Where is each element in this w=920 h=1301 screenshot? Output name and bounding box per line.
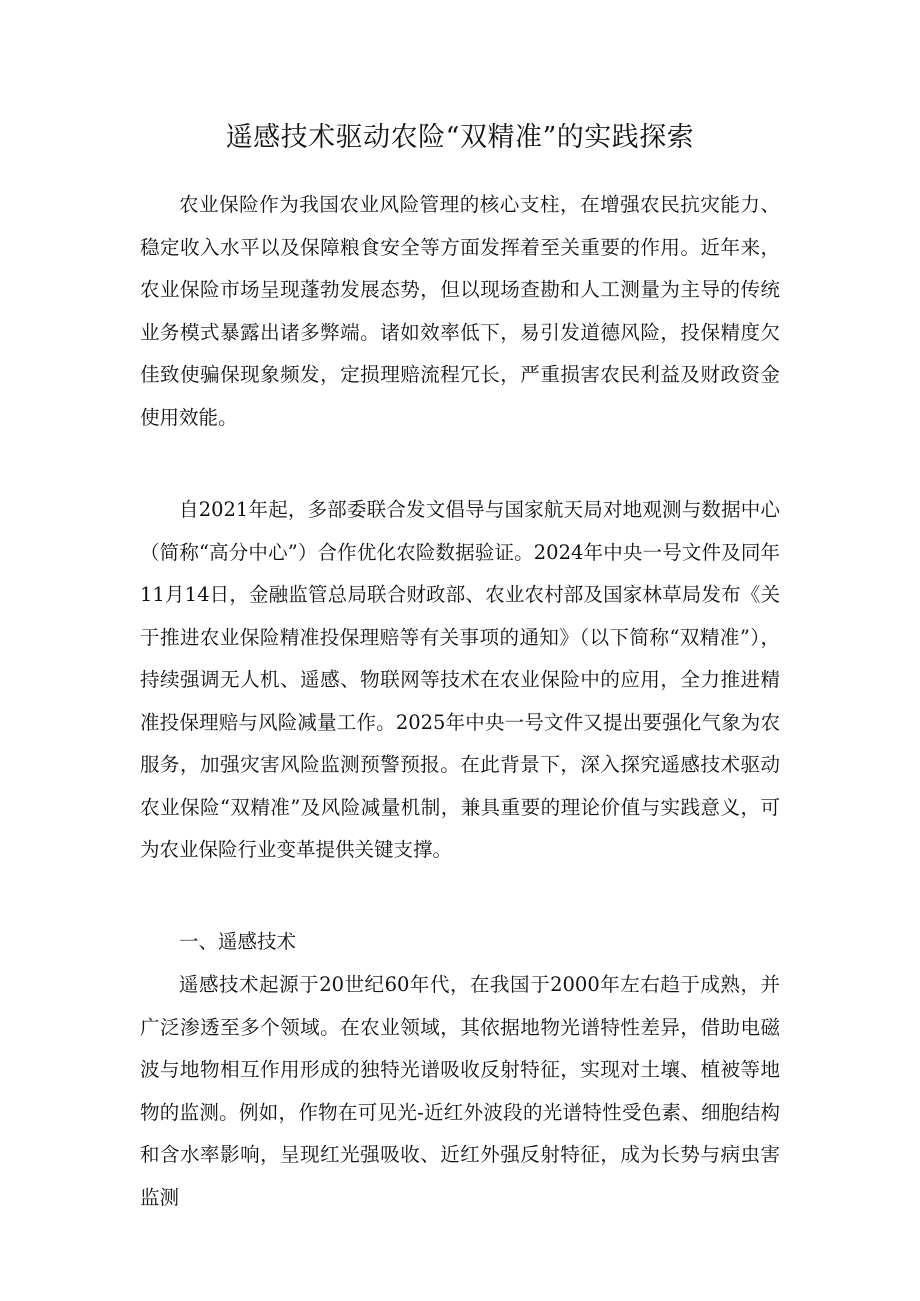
section-heading: 一、遥感技术 — [179, 930, 297, 953]
paragraph-intro: 农业保险作为我国农业风险管理的核心支柱，在增强农民抗灾能力、稳定收入水平以及保障粮食安全等方面发挥着至关重要的作用。近年来，农业保险市场呈现蓬勃发展态势，但以现场查勘和人工测量为主导的传统业务模式暴露出诸多弊端。诸如效率低下，易引发道德风险，投保精度欠佳致使骗保现象频发，定损理赔流程冗长，严重损害农民利益及财政资金使用效能。 — [140, 193, 780, 429]
document-title: 遥感技术驱动农险“双精准”的实践探索 — [225, 122, 695, 153]
paragraph-remote-sensing: 遥感技术起源于20世纪60年代，在我国于2000年左右趋于成熟，并广泛渗透至多个领域。在农业领域，其依据地物光谱特性差异，借助电磁波与地物相互作用形成的独特光谱吸收反射特征，实现对土壤、植被等地物的监测。例如，作物在可见光-近红外波段的光谱特性受色素、细胞结构和含水率影响，呈现红光强吸收、近红外强反射特征，成为长势与病虫害监测 — [140, 973, 780, 1209]
paragraph-policy-background: 自2021年起，多部委联合发文倡导与国家航天局对地观测与数据中心（简称“高分中心”）合作优化农险数据验证。2024年中央一号文件及同年11月14日，金融监管总局联合财政部、农业农村部及国家林草局发布《关于推进农业保险精准投保理赔等有关事项的通知》（以下简称“双精准”），持续强调无人机、遥感、物联网等技术在农业保险中的应用，全力推进精准投保理赔与风险减量工作。2025年中央一号文件又提出要强化气象为农服务，加强灾害风险监测预警预报。在此背景下，深入探究遥感技术驱动农业保险“双精准”及风险减量机制，兼具重要的理论价值与实践意义，可为农业保险行业变革提供关键支撑。 — [140, 498, 780, 861]
